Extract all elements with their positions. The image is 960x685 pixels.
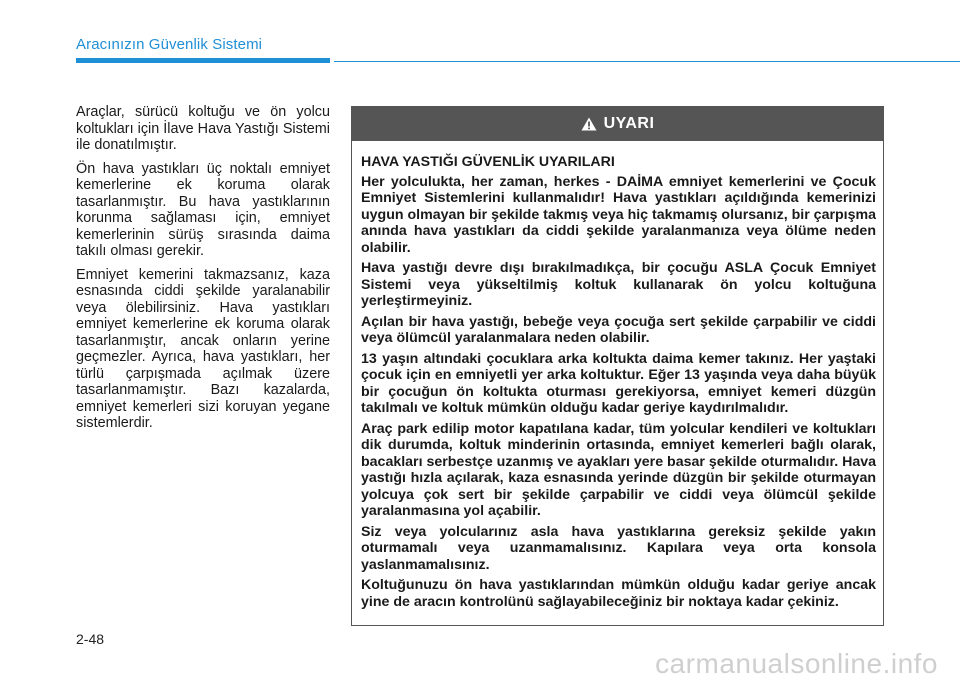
header-rule-thick [76, 58, 330, 63]
warning-label: UYARI [603, 115, 655, 132]
warning-heading: HAVA YASTIĞI GÜVENLİK UYARILARI [361, 154, 615, 170]
warning-header [352, 107, 883, 141]
warning-paragraph: Her yolculukta, her zaman, herkes - DAİMA emniyet kemerlerini ve Çocuk Emniyet Sistemlerini kullanmalıdır! Hava yastıkları açıldığında kemerinizi uygun olmayan bir şekilde takmış veya hiç takmamış olursanız, bir çarpışma anında hava yastıkları da ciddi şekilde yaralanmanıza veya ölüme neden olabilir. [361, 173, 876, 256]
section-title: Aracınızın Güvenlik Sistemi [76, 36, 263, 53]
warning-paragraph: Siz veya yolcularınız asla hava yastıklarına gereksiz şekilde yakın oturmamalı veya uzanmamalısınız. Kapılara veya orta konsola yaslanmamalısınız. [361, 523, 876, 573]
warning-paragraph: Koltuğunuzu ön hava yastıklarından mümkün olduğu kadar geriye ancak yine de aracın kontrolünü sağlayabileceğiniz bir noktaya kadar çekiniz. [361, 577, 876, 610]
intro-paragraph: Emniyet kemerini takmazsanız, kaza esnasında ciddi şekilde yaralanabilir veya ölebilirsiniz. Hava yastıkları emniyet kemerlerine ek koruma olarak tasarlanmıştır, ancak onların yerine geçmezler. Ayrıca, hava yastıkları, her türlü çarpışmada açılmak üzere tasarlanmamıştır. Bazı kazalarda, emniyet kemerleri sizi koruyan yegane sistemlerdir. [76, 266, 330, 431]
intro-paragraph: Araçlar, sürücü koltuğu ve ön yolcu koltukları için İlave Hava Yastığı Sistemi ile donatılmıştır. [76, 104, 330, 153]
warning-box [351, 106, 884, 626]
warning-paragraph: Araç park edilip motor kapatılana kadar, tüm yolcular kendileri ve koltukları dik durumda, koltuk minderinin ortasında, emniyet kemerleri bağlı olarak, bacakları serbestçe uzanmış ve ayakları yere basar şekilde oturmalıdır. Hava yastığı hızla açılarak, kaza esnasında yerinde düzgün bir şekilde oturmayan yolcuya çok sert bir şekilde çarpabilir ve ciddi veya ölümcül şekilde yaralanmasına yol açabilir. [361, 420, 876, 519]
intro-text-column [76, 104, 330, 439]
warning-body [352, 141, 883, 610]
watermark: carmanualsonline.info [655, 648, 938, 679]
warning-paragraph: 13 yaşın altındaki çocuklara arka koltukta daima kemer takınız. Her yaştaki çocuk için en emniyetli yer arka koltuktur. Eğer 13 yaşında veya daha büyük bir çocuğun ön koltukta oturması gerekiyorsa, emniyet kemeri düzgün takılmalı ve koltuk mümkün olduğu kadar geriye kaydırılmalıdır. [361, 350, 876, 416]
warning-triangle-icon [581, 117, 597, 131]
intro-paragraph: Ön hava yastıkları üç noktalı emniyet kemerlerine ek koruma olarak tasarlanmıştır. Bu hava yastıklarının korunma sağlaması için, emniyet kemerlerinin sürüş sırasında daima takılı olması gerekir. [76, 160, 330, 259]
warning-paragraph: Açılan bir hava yastığı, bebeğe veya çocuğa sert şekilde çarpabilir ve ciddi veya ölümcül yaralanmalara neden olabilir. [361, 313, 876, 346]
page-number: 2-48 [76, 631, 105, 647]
header-rule-thin [334, 61, 960, 62]
warning-paragraph: Hava yastığı devre dışı bırakılmadıkça, bir çocuğu ASLA Çocuk Emniyet Sistemi veya yükseltilmiş koltuk kullanarak ön yolcu koltuğuna yerleştirmeyiniz. [361, 260, 876, 309]
